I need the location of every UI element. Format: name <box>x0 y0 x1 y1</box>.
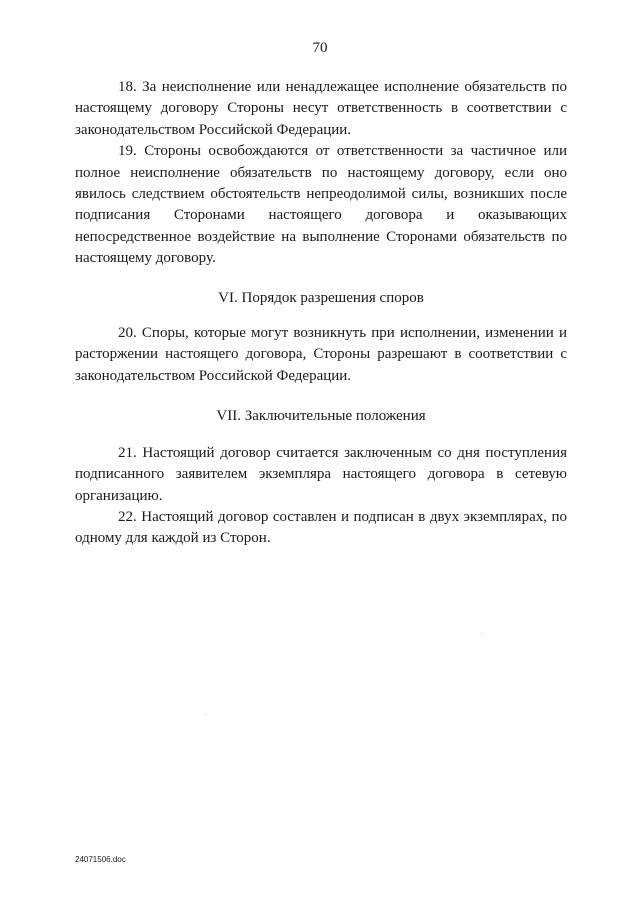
clause-19: 19. Стороны освобождаются от ответственности за частичное или полное неисполнение обязательств по настоящему договору, если оно явилось следствием обстоятельств непреодолимой силы, возникших после подписания Сторонами настоящего договора и оказывающих непосредственное воздействие на выполнение Сторонами обязательств по настоящему договору. <box>75 143 567 267</box>
clause-18: 18. За неисполнение или ненадлежащее исполнение обязательств по настоящему договору Стороны несут ответственность в соответствии с законодательством Российской Федерации. <box>75 79 567 138</box>
scan-speck <box>481 633 482 634</box>
clause-20: 20. Споры, которые могут возникнуть при исполнении, изменении и расторжении настоящего договора, Стороны разрешают в соответствии с законодательством Российской Федерации. <box>75 325 567 384</box>
file-name-footer: 24071506.doc <box>75 855 126 864</box>
page-number: 70 <box>312 40 328 56</box>
document-body <box>75 77 567 550</box>
scan-speck <box>205 714 206 715</box>
clause-22: 22. Настоящий договор составлен и подписан в двух экземплярах, по одному для каждой из Сторон. <box>75 508 567 547</box>
section-heading-vi: VI. Порядок разрешения споров <box>218 289 424 306</box>
section-heading-vii: VII. Заключительные положения <box>216 408 426 425</box>
clause-21: 21. Настоящий договор считается заключенным со дня поступления подписанного заявителем экземпляра настоящего договора в сетевую организацию. <box>75 444 567 504</box>
